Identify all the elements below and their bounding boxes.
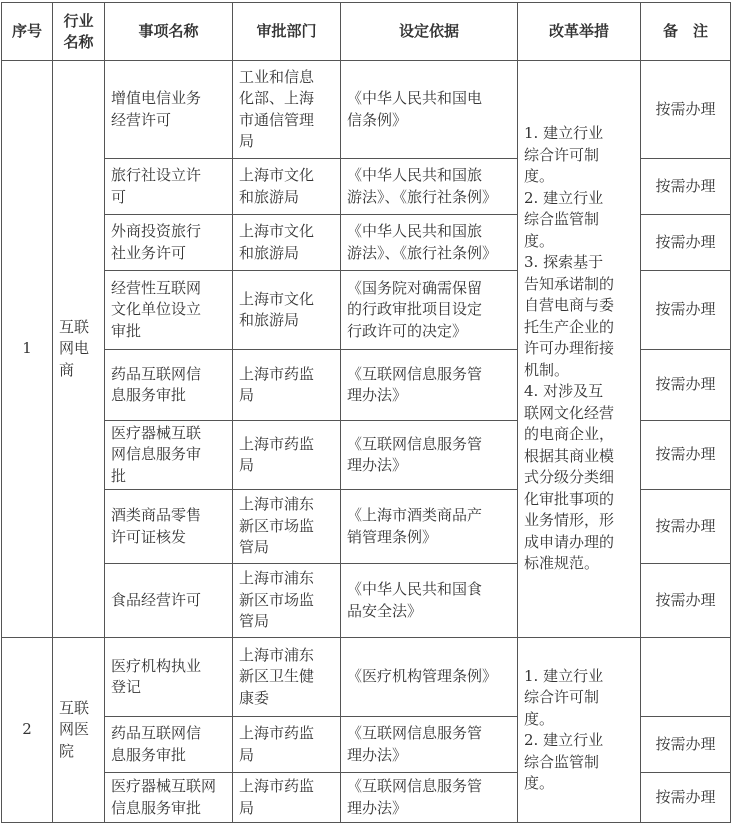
group-seq: 1	[2, 61, 53, 638]
item-name: 药品互联网信 息服务审批	[105, 717, 233, 773]
legal-basis: 《上海市酒类商品产 销管理条例》	[341, 490, 518, 564]
approval-dept: 上海市文化 和旅游局	[233, 159, 341, 215]
remark: 按需办理	[641, 159, 731, 215]
legal-basis: 《互联网信息服务管 理办法》	[341, 773, 518, 823]
table-row	[2, 61, 731, 159]
remark: 按需办理	[641, 61, 731, 159]
approval-dept: 上海市药监 局	[233, 350, 341, 421]
header-basis: 设定依据	[341, 3, 518, 61]
legal-basis: 《医疗机构管理条例》	[341, 638, 518, 717]
approval-dept: 上海市浦东 新区卫生健 康委	[233, 638, 341, 717]
remark: 按需办理	[641, 215, 731, 271]
group-industry: 互联 网电 商	[53, 61, 105, 638]
legal-basis: 《中华人民共和国旅 游法》、《旅行社条例》	[341, 215, 518, 271]
item-name: 经营性互联网 文化单位设立 审批	[105, 271, 233, 350]
legal-basis: 《互联网信息服务管 理办法》	[341, 421, 518, 490]
remark: 按需办理	[641, 564, 731, 638]
group-industry: 互联 网医 院	[53, 638, 105, 823]
remark: 按需办理	[641, 490, 731, 564]
approval-dept: 上海市药监 局	[233, 717, 341, 773]
header-item: 事项名称	[105, 3, 233, 61]
legal-basis: 《国务院对确需保留 的行政审批项目设定 行政许可的决定》	[341, 271, 518, 350]
approval-dept: 上海市浦东 新区市场监 管局	[233, 490, 341, 564]
legal-basis: 《中华人民共和国食 品安全法》	[341, 564, 518, 638]
remark: 按需办理	[641, 717, 731, 773]
legal-basis: 《中华人民共和国旅 游法》、《旅行社条例》	[341, 159, 518, 215]
reform-measures: 1. 建立行业 综合许可制 度。 2. 建立行业 综合监管制 度。 3. 探索基于 告知承诺制的 自营电商与委 托生产企业的 许可办理衔接 机制。 4. 对涉及互 联网文化经营 的电商企业， 根据其商业模 式分级分类细 化审批事项的 业务情形，形 成申请办理的 标准规范。	[518, 61, 641, 638]
header-reform: 改革举措	[518, 3, 641, 61]
remark: 按需办理	[641, 773, 731, 823]
reform-items-table	[1, 2, 731, 823]
item-name: 外商投资旅行 社业务许可	[105, 215, 233, 271]
approval-dept: 工业和信息 化部、上海 市通信管理 局	[233, 61, 341, 159]
approval-dept: 上海市文化 和旅游局	[233, 271, 341, 350]
approval-dept: 上海市药监 局	[233, 773, 341, 823]
header-industry: 行业 名称	[53, 3, 105, 61]
remark: 按需办理	[641, 350, 731, 421]
legal-basis: 《互联网信息服务管 理办法》	[341, 350, 518, 421]
item-name: 药品互联网信 息服务审批	[105, 350, 233, 421]
header-row	[2, 3, 731, 61]
header-seq: 序号	[2, 3, 53, 61]
approval-dept: 上海市药监 局	[233, 421, 341, 490]
remark	[641, 638, 731, 717]
approval-dept: 上海市文化 和旅游局	[233, 215, 341, 271]
item-name: 医疗机构执业 登记	[105, 638, 233, 717]
remark: 按需办理	[641, 421, 731, 490]
legal-basis: 《互联网信息服务管 理办法》	[341, 717, 518, 773]
group-seq: 2	[2, 638, 53, 823]
item-name: 增值电信业务 经营许可	[105, 61, 233, 159]
reform-measures: 1. 建立行业 综合许可制 度。 2. 建立行业 综合监管制 度。	[518, 638, 641, 823]
approval-dept: 上海市浦东 新区市场监 管局	[233, 564, 341, 638]
remark: 按需办理	[641, 271, 731, 350]
item-name: 医疗器械互联 网信息服务审 批	[105, 421, 233, 490]
header-dept: 审批部门	[233, 3, 341, 61]
table-row	[2, 638, 731, 717]
item-name: 旅行社设立许 可	[105, 159, 233, 215]
item-name: 酒类商品零售 许可证核发	[105, 490, 233, 564]
legal-basis: 《中华人民共和国电 信条例》	[341, 61, 518, 159]
header-remark: 备 注	[641, 3, 731, 61]
item-name: 食品经营许可	[105, 564, 233, 638]
item-name: 医疗器械互联网 信息服务审批	[105, 773, 233, 823]
